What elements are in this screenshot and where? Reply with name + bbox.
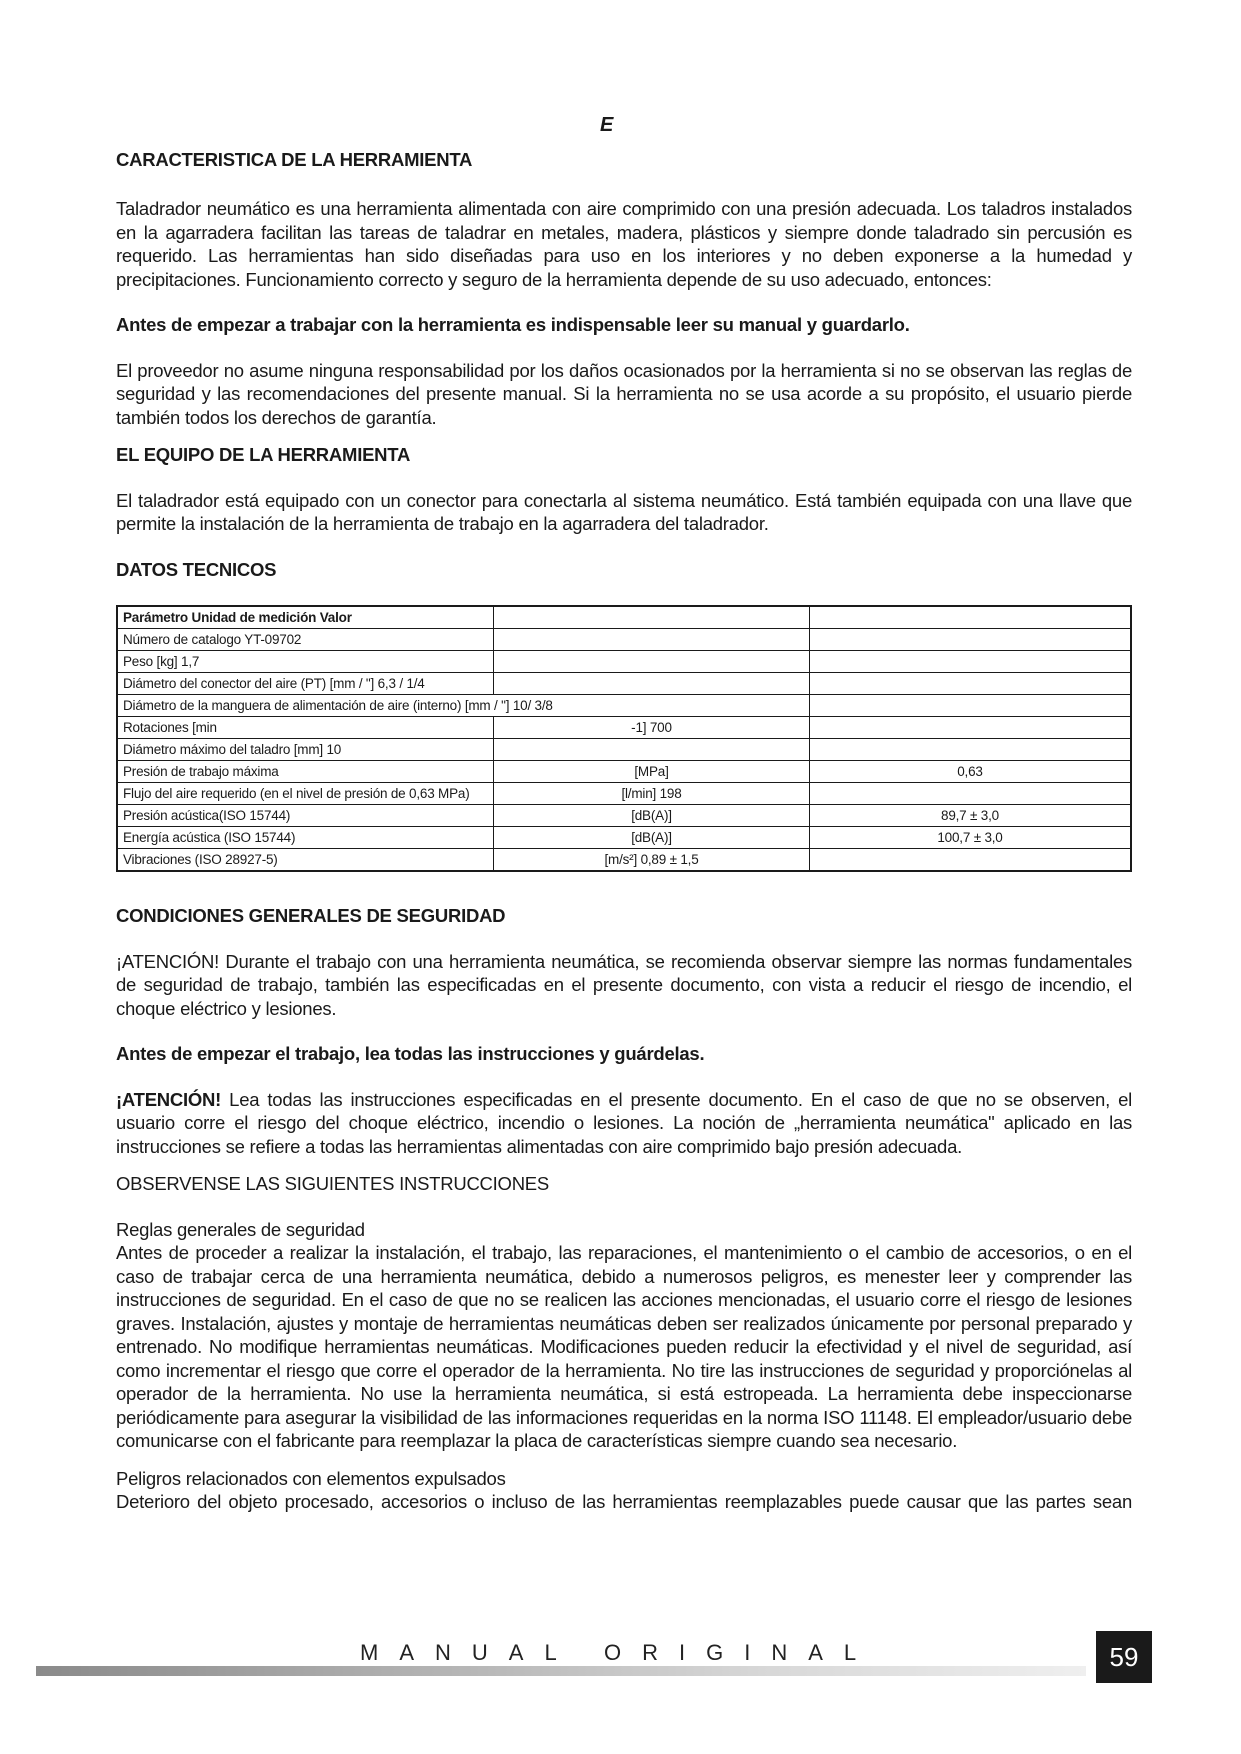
table-cell xyxy=(810,783,1132,805)
table-cell: [m/s²] 0,89 ± 1,5 xyxy=(494,849,810,872)
table-cell: Energía acústica (ISO 15744) xyxy=(117,827,494,849)
footer-gradient-band xyxy=(36,1666,1086,1676)
paragraph-equipment: El taladrador está equipado con un conector para conectarla al sistema neumático. Está también equipada con una llave que permite la instalación de la herramienta de trabajo en la agarradera del taladrador. xyxy=(116,489,1132,535)
table-cell: Vibraciones (ISO 28927-5) xyxy=(117,849,494,872)
bold-note-read-instructions: Antes de empezar el trabajo, lea todas las instrucciones y guárdelas. xyxy=(116,1043,705,1065)
section-title-characteristics: CARACTERISTICA DE LA HERRAMIENTA xyxy=(116,149,473,170)
table-header-cell xyxy=(494,606,810,629)
table-header-cell: Parámetro Unidad de medición Valor xyxy=(117,606,494,629)
section-title-safety: CONDICIONES GENERALES DE SEGURIDAD xyxy=(116,905,506,927)
attention-text: Lea todas las instrucciones especificadas en el presente documento. En el caso de que no se observen, el usuario corre el riesgo del choque eléctrico, incendio o lesiones. La noción de „herramienta neumática" aplicado en las instrucciones se refiere a todas las herramientas alimentadas con aire comprimido bajo presión adecuada. xyxy=(116,1088,1132,1157)
footer-manual-original: MANUAL ORIGINAL xyxy=(360,1640,878,1665)
table-row xyxy=(117,651,1131,673)
heading-general-safety-rules: Reglas generales de seguridad xyxy=(116,1218,365,1240)
paragraph-liability: El proveedor no asume ninguna responsabilidad por los daños ocasionados por la herramienta si no se observan las reglas de seguridad y las recomendaciones del presente manual. Si la herramienta no se usa acorde a su propósito, el usuario pierde también todos los derechos de garantía. xyxy=(116,359,1132,428)
table-row xyxy=(117,849,1131,872)
table-row xyxy=(117,805,1131,827)
table-cell xyxy=(494,673,810,695)
table-cell xyxy=(810,849,1132,872)
paragraph-general-safety-rules: Antes de proceder a realizar la instalación, el trabajo, las reparaciones, el mantenimiento o el cambio de accesorios, o en el caso de trabajar cerca de una herramienta neumática, debido a numerosos peligros, es menester leer y comprender las instrucciones de seguridad. En el caso de que no se realicen las acciones mencionadas, el usuario corre el riesgo de lesiones graves. Instalación, ajustes y montaje de herramientas neumáticas deben ser realizados únicamente por personal preparado y entrenado. No modifique herramientas neumáticas. Modificaciones pueden reducir la efectividad y el nivel de seguridad, así como incrementar el riesgo que corre el operador de la herramienta. No tire las instrucciones de seguridad y proporciónelas al operador de la herramienta. No use la herramienta neumática, si está estropeada. La herramienta debe inspeccionarse periódicamente para asegurar la visibilidad de las informaciones requeridas en la norma ISO 11148. El empleador/usuario debe comunicarse con el fabricante para reemplazar la placa de características siempre cuando sea necesario. xyxy=(116,1242,1132,1452)
section-title-technical-data: DATOS TECNICOS xyxy=(116,558,277,580)
table-cell: 0,63 xyxy=(810,761,1132,783)
table-row xyxy=(117,739,1131,761)
table-row xyxy=(117,629,1131,651)
bold-note-read-manual: Antes de empezar a trabajar con la herramienta es indispensable leer su manual y guardarlo. xyxy=(116,314,910,336)
table-cell xyxy=(810,673,1132,695)
table-cell: Diámetro máximo del taladro [mm] 10 xyxy=(117,739,494,761)
table-cell xyxy=(810,629,1132,651)
table-row xyxy=(117,827,1131,849)
table-cell xyxy=(494,629,810,651)
document-body xyxy=(116,148,1132,1513)
table-header-cell xyxy=(810,606,1132,629)
paragraph-tool-description: Taladrador neumático es una herramienta alimentada con aire comprimido con una presión adecuada. Los taladros instalados en la agarradera facilitan las tareas de taladrar en metales, madera, plásticos y siempre donde taladrado sin percusión es requerido. Las herramientas han sido diseñadas para uso en los interiores y no deben exponerse a la humedad y precipitaciones. Funcionamiento correcto y seguro de la herramienta depende de su uso adecuado, entonces: xyxy=(116,198,1132,290)
table-cell: Flujo del aire requerido (en el nivel de presión de 0,63 MPa) xyxy=(117,783,494,805)
technical-data-table xyxy=(116,605,1132,872)
table-cell: Diámetro de la manguera de alimentación de aire (interno) [mm / "] 10/ 3/8 xyxy=(117,695,810,717)
technical-data-table-wrapper xyxy=(116,605,1132,872)
table-cell: Presión acústica(ISO 15744) xyxy=(117,805,494,827)
page-number: 59 xyxy=(1096,1631,1152,1683)
table-cell: Rotaciones [min xyxy=(117,717,494,739)
paragraph-attention-instructions xyxy=(116,1088,1132,1158)
language-marker: E xyxy=(600,114,614,136)
table-cell xyxy=(810,651,1132,673)
table-cell: Número de catalogo YT-09702 xyxy=(117,629,494,651)
table-cell: [MPa] xyxy=(494,761,810,783)
table-cell: Diámetro del conector del aire (PT) [mm / "] 6,3 / 1/4 xyxy=(117,673,494,695)
table-cell: Presión de trabajo máxima xyxy=(117,761,494,783)
table-cell xyxy=(810,695,1132,717)
table-cell: 89,7 ± 3,0 xyxy=(810,805,1132,827)
table-cell xyxy=(494,739,810,761)
section-title-equipment: EL EQUIPO DE LA HERRAMIENTA xyxy=(116,444,411,466)
table-cell xyxy=(810,717,1132,739)
table-cell xyxy=(810,739,1132,761)
table-cell xyxy=(494,651,810,673)
table-cell: [dB(A)] xyxy=(494,805,810,827)
attention-label: ¡ATENCIÓN! xyxy=(116,1088,222,1110)
table-cell: [dB(A)] xyxy=(494,827,810,849)
table-row xyxy=(117,717,1131,739)
heading-ejected-elements: Peligros relacionados con elementos expulsados xyxy=(116,1467,506,1489)
table-cell: Peso [kg] 1,7 xyxy=(117,651,494,673)
paragraph-attention-safety: ¡ATENCIÓN! Durante el trabajo con una herramienta neumática, se recomienda observar siempre las normas fundamentales de seguridad de trabajo, también las especificadas en el presente documento, con vista a reducir el riesgo de incendio, el choque eléctrico y lesiones. xyxy=(116,950,1132,1019)
table-row xyxy=(117,673,1131,695)
table-cell: -1] 700 xyxy=(494,717,810,739)
table-row xyxy=(117,695,1131,717)
paragraph-ejected-elements: Deterioro del objeto procesado, accesorios o incluso de las herramientas reemplazables puede causar que las partes sean xyxy=(116,1490,1132,1512)
table-cell: [l/min] 198 xyxy=(494,783,810,805)
heading-observe-instructions: OBSERVENSE LAS SIGUIENTES INSTRUCCIONES xyxy=(116,1173,549,1195)
table-row xyxy=(117,761,1131,783)
table-header-row xyxy=(117,606,1131,629)
table-cell: 100,7 ± 3,0 xyxy=(810,827,1132,849)
table-row xyxy=(117,783,1131,805)
